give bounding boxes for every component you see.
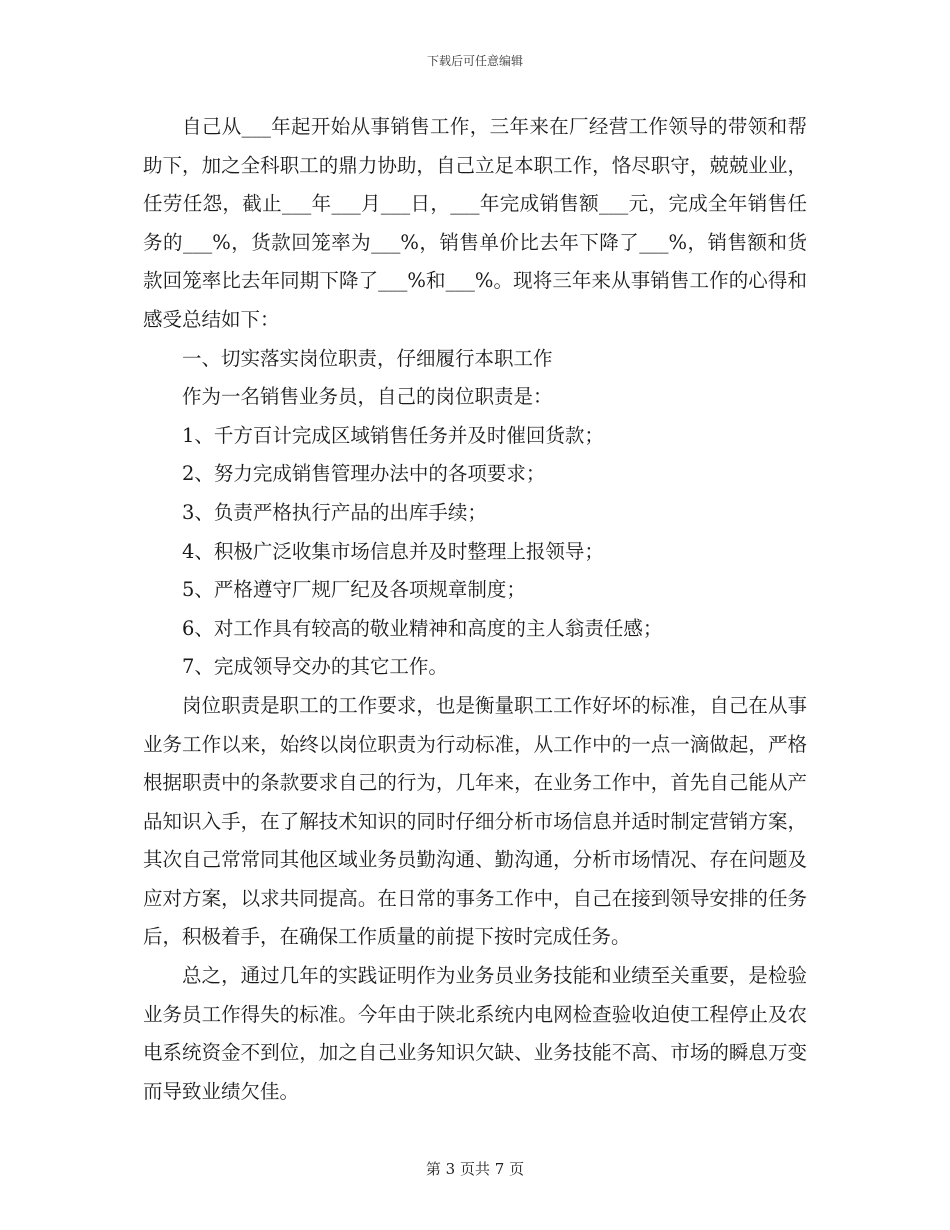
- duty-item: 6、对工作具有较高的敬业精神和高度的主人翁责任感；: [182, 616, 663, 640]
- page-header: 下载后可任意编辑: [426, 54, 523, 68]
- summary-paragraph: 总之，通过几年的实践证明作为业务员业务技能和业绩至关重要，是检验业务员工作得失的标准。今年由于陕北系统内电网检查验收迫使工程停止及农电系统资金不到位，加之自己业务知识欠缺、业务技能不高、市场的瞬息万变而导致业绩欠佳。: [143, 964, 807, 1103]
- duty-item: 5、严格遵守厂规厂纪及各项规章制度；: [182, 578, 526, 602]
- duties-intro: 作为一名销售业务员，自己的岗位职责是：: [182, 385, 553, 409]
- duty-item: 3、负责严格执行产品的出库手续；: [182, 500, 487, 524]
- duty-item: 1、千方百计完成区域销售任务并及时催回货款；: [182, 423, 604, 447]
- duty-item: 7、完成领导交办的其它工作。: [182, 655, 448, 679]
- duty-standard-paragraph: 岗位职责是职工的工作要求，也是衡量职工工作好坏的标准，自己在从事业务工作以来，始终以岗位职责为行动标准，从工作中的一点一滴做起，严格根据职责中的条款要求自己的行为，几年来，在业务工作中，首先自己能从产品知识入手，在了解技术知识的同时仔细分析市场信息并适时制定营销方案，其次自己常常同其他区域业务员勤沟通、勤沟通，分析市场情况、存在问题及应对方案，以求共同提高。在日常的事务工作中，自己在接到领导安排的任务后，积极着手，在确保工作质量的前提下按时完成任务。: [143, 693, 807, 949]
- document-body: [143, 108, 807, 1111]
- duty-item: 2、努力完成销售管理办法中的各项要求；: [182, 462, 546, 486]
- page-footer: 第 3 页共 7 页: [425, 1160, 525, 1178]
- intro-paragraph: 自己从___年起开始从事销售工作，三年来在厂经营工作领导的带领和帮助下，加之全科职工的鼎力协助，自己立足本职工作，恪尽职守，兢兢业业，任劳任怨，截止___年___月___日，___年完成销售额___元，完成全年销售任务的___%，货款回笼率为___%，销售单价比去年下降了___%，销售额和货款回笼率比去年同期下降了___%和___%。现将三年来从事销售工作的心得和感受总结如下：: [143, 115, 807, 331]
- section-heading: 一、切实落实岗位职责，仔细履行本职工作: [182, 346, 553, 370]
- duty-item: 4、积极广泛收集市场信息并及时整理上报领导；: [182, 539, 604, 563]
